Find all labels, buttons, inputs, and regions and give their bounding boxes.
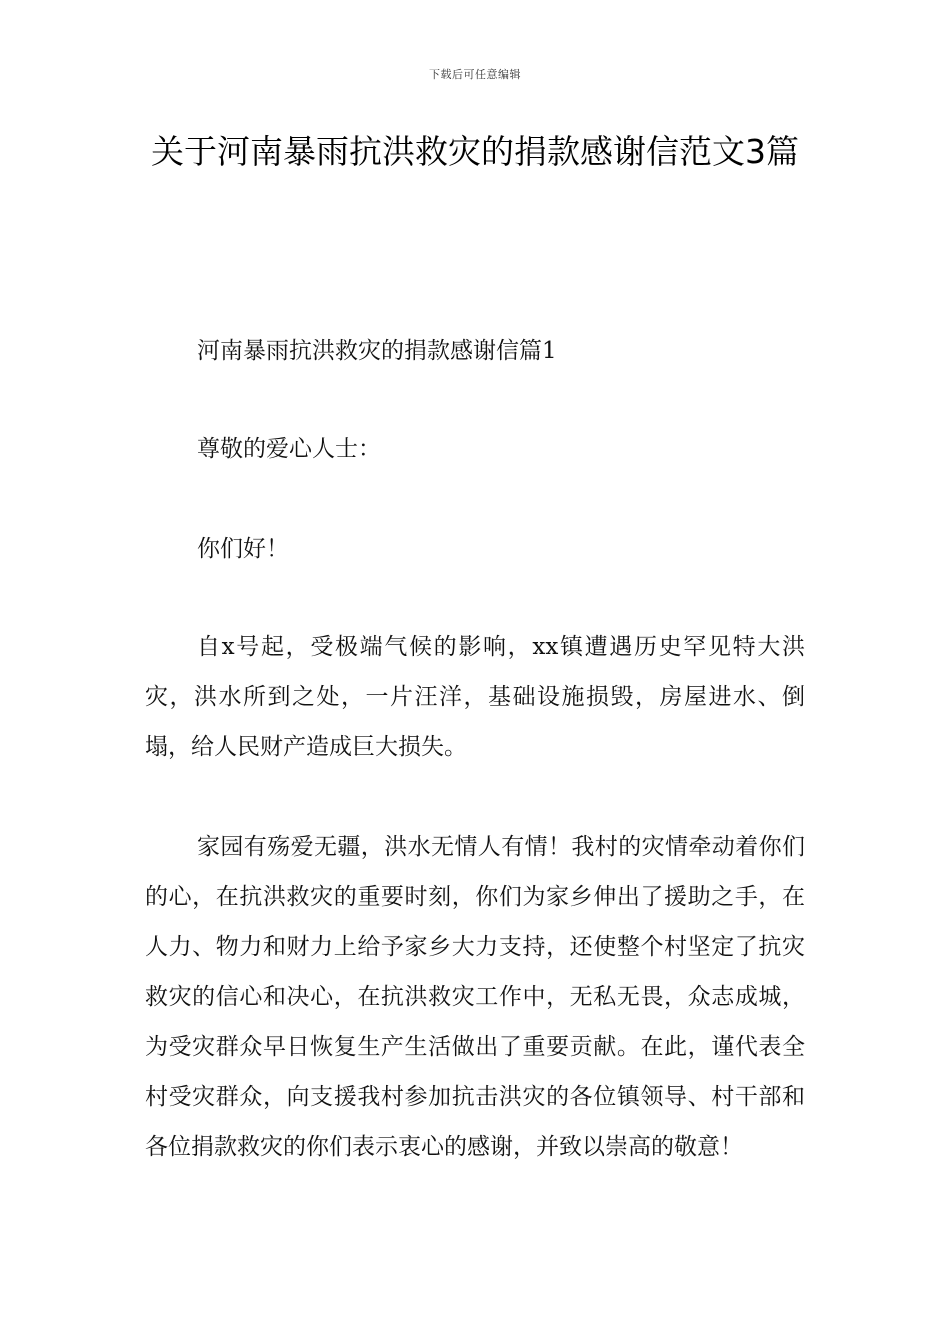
body-paragraph-1: 自x号起，受极端气候的影响，xx镇遭遇历史罕见特大洪灾，洪水所到之处，一片汪洋，基础设施损毁，房屋进水、倒塌，给人民财产造成巨大损失。 <box>145 634 805 760</box>
section-heading: 河南暴雨抗洪救灾的捐款感谢信篇1 <box>197 338 557 364</box>
greeting: 你们好！ <box>197 536 289 562</box>
header-note: 下载后可任意编辑 <box>429 68 521 81</box>
document-title: 关于河南暴雨抗洪救灾的捐款感谢信范文3篇 <box>151 132 799 171</box>
body-paragraph-2: 家园有殇爱无疆，洪水无情人有情！我村的灾情牵动着你们的心，在抗洪救灾的重要时刻，你们为家乡伸出了援助之手，在人力、物力和财力上给予家乡大力支持，还使整个村坚定了抗灾救灾的信心和决心，在抗洪救灾工作中，无私无畏，众志成城，为受灾群众早日恢复生产生活做出了重要贡献。在此，谨代表全村受灾群众，向支援我村参加抗击洪灾的各位镇领导、村干部和各位捐款救灾的你们表示衷心的感谢，并致以崇高的敬意！ <box>145 834 805 1160</box>
salutation: 尊敬的爱心人士： <box>197 436 381 462</box>
